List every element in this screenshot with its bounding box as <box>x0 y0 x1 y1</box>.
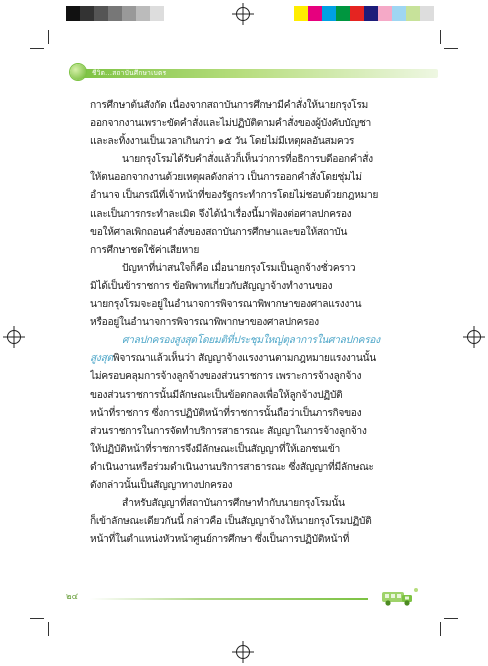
footer-truck-illustration-icon <box>372 584 422 608</box>
text-line <box>90 331 408 349</box>
crop-mark-icon <box>440 30 441 44</box>
body-text <box>90 96 408 548</box>
color-swatch <box>406 6 420 21</box>
text-line: อำนาจ เป็นกรณีที่เจ้าหน้าที่ของรัฐกระทำการโดยไม่ชอบด้วยกฎหมาย <box>90 189 379 202</box>
text-line: ไม่ครอบคลุมการจ้างลูกจ้างของส่วนราชการ เพราะการจ้างลูกจ้าง <box>90 370 362 383</box>
color-swatch <box>164 6 178 21</box>
text-line: นายกรุงโรมจะอยู่ในอำนาจการพิจารณาพิพากษาของศาลแรงงาน <box>90 298 362 311</box>
text-line: ดำเนินงานหรือร่วมดำเนินงานบริการสาธารณะ ซึ่งสัญญาที่มีลักษณะ <box>90 460 374 473</box>
color-swatch <box>420 6 434 21</box>
crop-mark-icon <box>444 618 458 619</box>
court-name-highlight: สูงสุด <box>90 352 113 365</box>
color-swatch <box>94 6 108 21</box>
text-line: ออกจากงานเพราะขัดคำสั่งและไม่ปฏิบัติตามคำสั่งของผู้บังคับบัญชา <box>90 117 371 130</box>
color-swatch <box>322 6 336 21</box>
text-fragment: พิจารณาแล้วเห็นว่า สัญญาจ้างแรงงานตามกฎหมายแรงงานนั้น <box>112 352 376 365</box>
text-line: การศึกษาต้นสังกัด เนื่องจากสถาบันการศึกษามีคำสั่งให้นายกรุงโรม <box>90 99 368 111</box>
text-line: หน้าที่ราชการ ซึ่งการปฏิบัติหน้าที่ราชการนั้นถือว่าเป็นภารกิจของ <box>90 406 362 419</box>
color-swatch <box>122 6 136 21</box>
text-line: หน้าที่ในตำแหน่งหัวหน้าศูนย์การศึกษา ซึ่งเป็นการปฏิบัติหน้าที่ <box>90 533 350 546</box>
text-line: ให้ปฏิบัติหน้าที่ราชการจึงมีลักษณะเป็นสัญญาที่ให้เอกชนเข้า <box>90 442 340 455</box>
text-line: การศึกษาชดใช้ค่าเสียหาย <box>90 243 200 256</box>
color-swatch <box>336 6 350 21</box>
color-swatch <box>308 6 322 21</box>
crop-mark-icon <box>444 48 458 49</box>
footer-rule <box>90 598 368 600</box>
grayscale-strip <box>66 6 178 21</box>
color-swatch <box>350 6 364 21</box>
text-line: ก็เข้าลักษณะเดียวกันนี้ กล่าวคือ เป็นสัญญาจ้างให้นายกรุงโรมปฏิบัติ <box>90 515 372 528</box>
header-badge-icon <box>70 64 86 80</box>
text-line: ขอให้ศาลเพิกถอนคำสั่งของสถาบันการศึกษาและขอให้สถาบัน <box>90 225 348 238</box>
color-swatch <box>80 6 94 21</box>
color-swatch <box>294 6 308 21</box>
text-line: และเป็นการกระทำละเมิด จึงได้นำเรื่องนี้มาฟ้องต่อศาลปกครอง <box>90 207 352 220</box>
color-swatch <box>392 6 406 21</box>
text-line: มิได้เป็นข้าราชการ ข้อพิพาทเกี่ยวกับสัญญาจ้างทำงานของ <box>90 279 333 292</box>
text-line: ปัญหาที่น่าสนใจก็คือ เมื่อนายกรุงโรมเป็นลูกจ้างชั่วคราว <box>122 261 356 274</box>
text-line: สำหรับสัญญาที่สถาบันการศึกษาทำกับนายกรุงโรมนั้น <box>122 497 345 510</box>
color-swatch <box>66 6 80 21</box>
registration-mark-left-icon <box>7 330 21 344</box>
text-line: ของส่วนราชการนั้นมีลักษณะเป็นข้อตกลงเพื่อให้ลูกจ้างปฏิบัติ <box>90 388 343 401</box>
crop-mark-icon <box>30 48 44 49</box>
page-number: ๒๔ <box>66 592 79 602</box>
color-swatch <box>364 6 378 21</box>
color-strip <box>294 6 434 21</box>
registration-mark-top-icon <box>236 7 250 21</box>
text-line <box>90 349 408 367</box>
color-swatch <box>378 6 392 21</box>
crop-mark-icon <box>30 618 44 619</box>
crop-mark-icon <box>48 622 49 636</box>
crop-mark-icon <box>440 622 441 636</box>
color-swatch <box>108 6 122 21</box>
color-swatch <box>150 6 164 21</box>
text-line: หรืออยู่ในอำนาจการพิจารณาพิพากษาของศาลปกครอง <box>90 316 319 329</box>
header-title: ชีวิต...สถาบันศึกษาเบตร <box>92 69 167 77</box>
registration-mark-bottom-icon <box>236 645 250 659</box>
registration-mark-right-icon <box>467 330 481 344</box>
text-line: และละทิ้งงานเป็นเวลาเกินกว่า ๑๕ วัน โดยไม่มีเหตุผลอันสมควร <box>90 135 355 148</box>
text-line: ส่วนราชการในการจัดทำบริการสาธารณะ สัญญาในการจ้างลูกจ้าง <box>90 424 367 437</box>
crop-mark-icon <box>48 30 49 44</box>
running-header <box>68 64 438 82</box>
text-line: ให้ตนออกจากงานด้วยเหตุผลดังกล่าว เป็นการออกคำสั่งโดยชุ่มไม่ <box>90 171 362 184</box>
court-name-highlight: ศาลปกครองสูงสุดโดยมติที่ประชุมใหญ่ตุลาการในศาลปกครอง <box>122 334 380 347</box>
text-line: ดังกล่าวนั้นเป็นสัญญาทางปกครอง <box>90 478 233 491</box>
color-swatch <box>136 6 150 21</box>
text-line: นายกรุงโรมได้รับคำสั่งแล้วก็เห็นว่าการที่อธิการบดีออกคำสั่ง <box>122 153 373 166</box>
